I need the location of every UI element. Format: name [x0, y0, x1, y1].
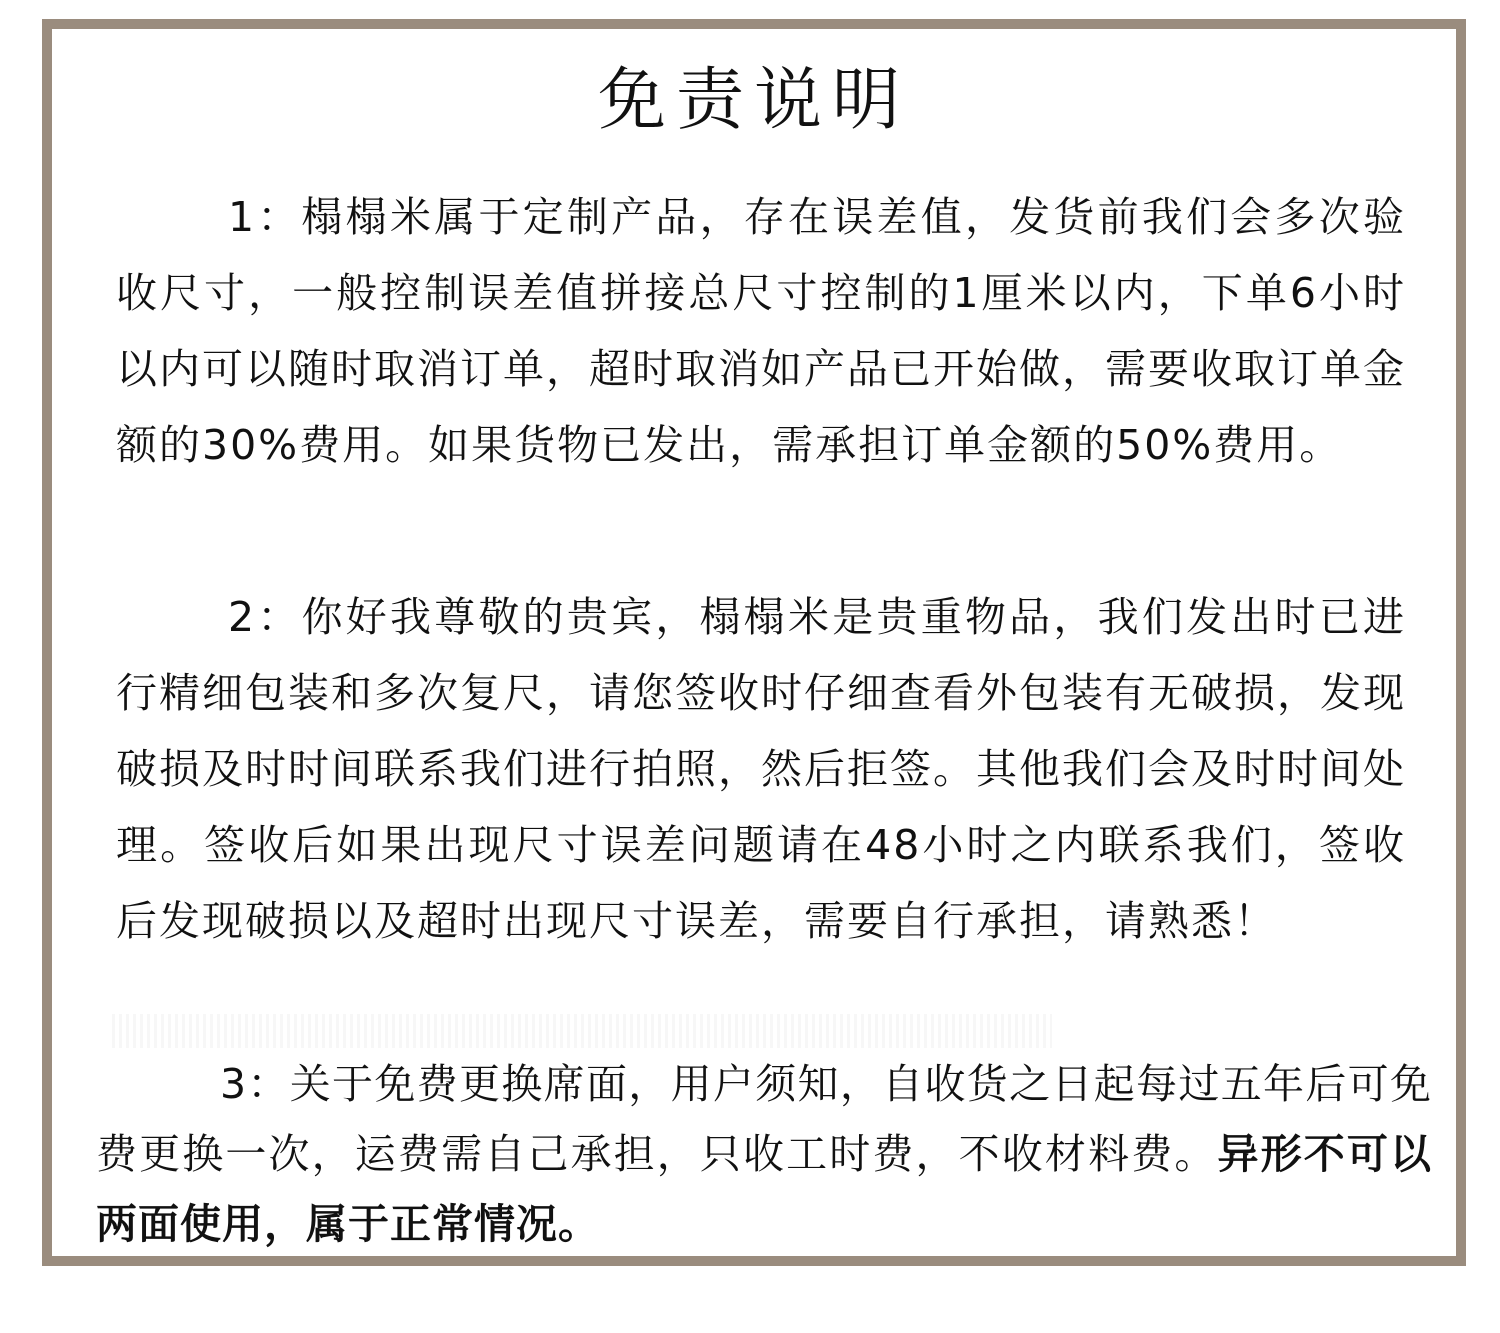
disclaimer-paragraph-3: [96, 1049, 1432, 1259]
disclaimer-frame: [42, 19, 1466, 1266]
disclaimer-paragraph-2: 2：你好我尊敬的贵宾，榻榻米是贵重物品，我们发出时已进行精细包装和多次复尺，请您签收时仔细查看外包装有无破损，发现破损及时时间联系我们进行拍照，然后拒签。其他我们会及时时间处理。签收后如果出现尺寸误差问题请在48小时之内联系我们，签收后发现破损以及超时出现尺寸误差，需要自行承担，请熟悉！: [116, 593, 1406, 945]
faint-text-artifact: [112, 1014, 1052, 1048]
paragraph-3-text: 3：关于免费更换席面，用户须知，自收货之日起每过五年后可免费更换一次，运费需自己承担，只收工时费，不收材料费。: [96, 1060, 1432, 1178]
page-title: 免责说明: [597, 61, 910, 140]
disclaimer-paragraph-1: 1：榻榻米属于定制产品，存在误差值，发货前我们会多次验收尺寸，一般控制误差值拼接总尺寸控制的1厘米以内，下单6小时以内可以随时取消订单，超时取消如产品已开始做，需要收取订单金额的30%费用。如果货物已发出，需承担订单金额的50%费用。: [116, 193, 1406, 469]
paragraph-3-bold-text: 异形不可以两面使用，属于正常情况。: [96, 1130, 1433, 1248]
